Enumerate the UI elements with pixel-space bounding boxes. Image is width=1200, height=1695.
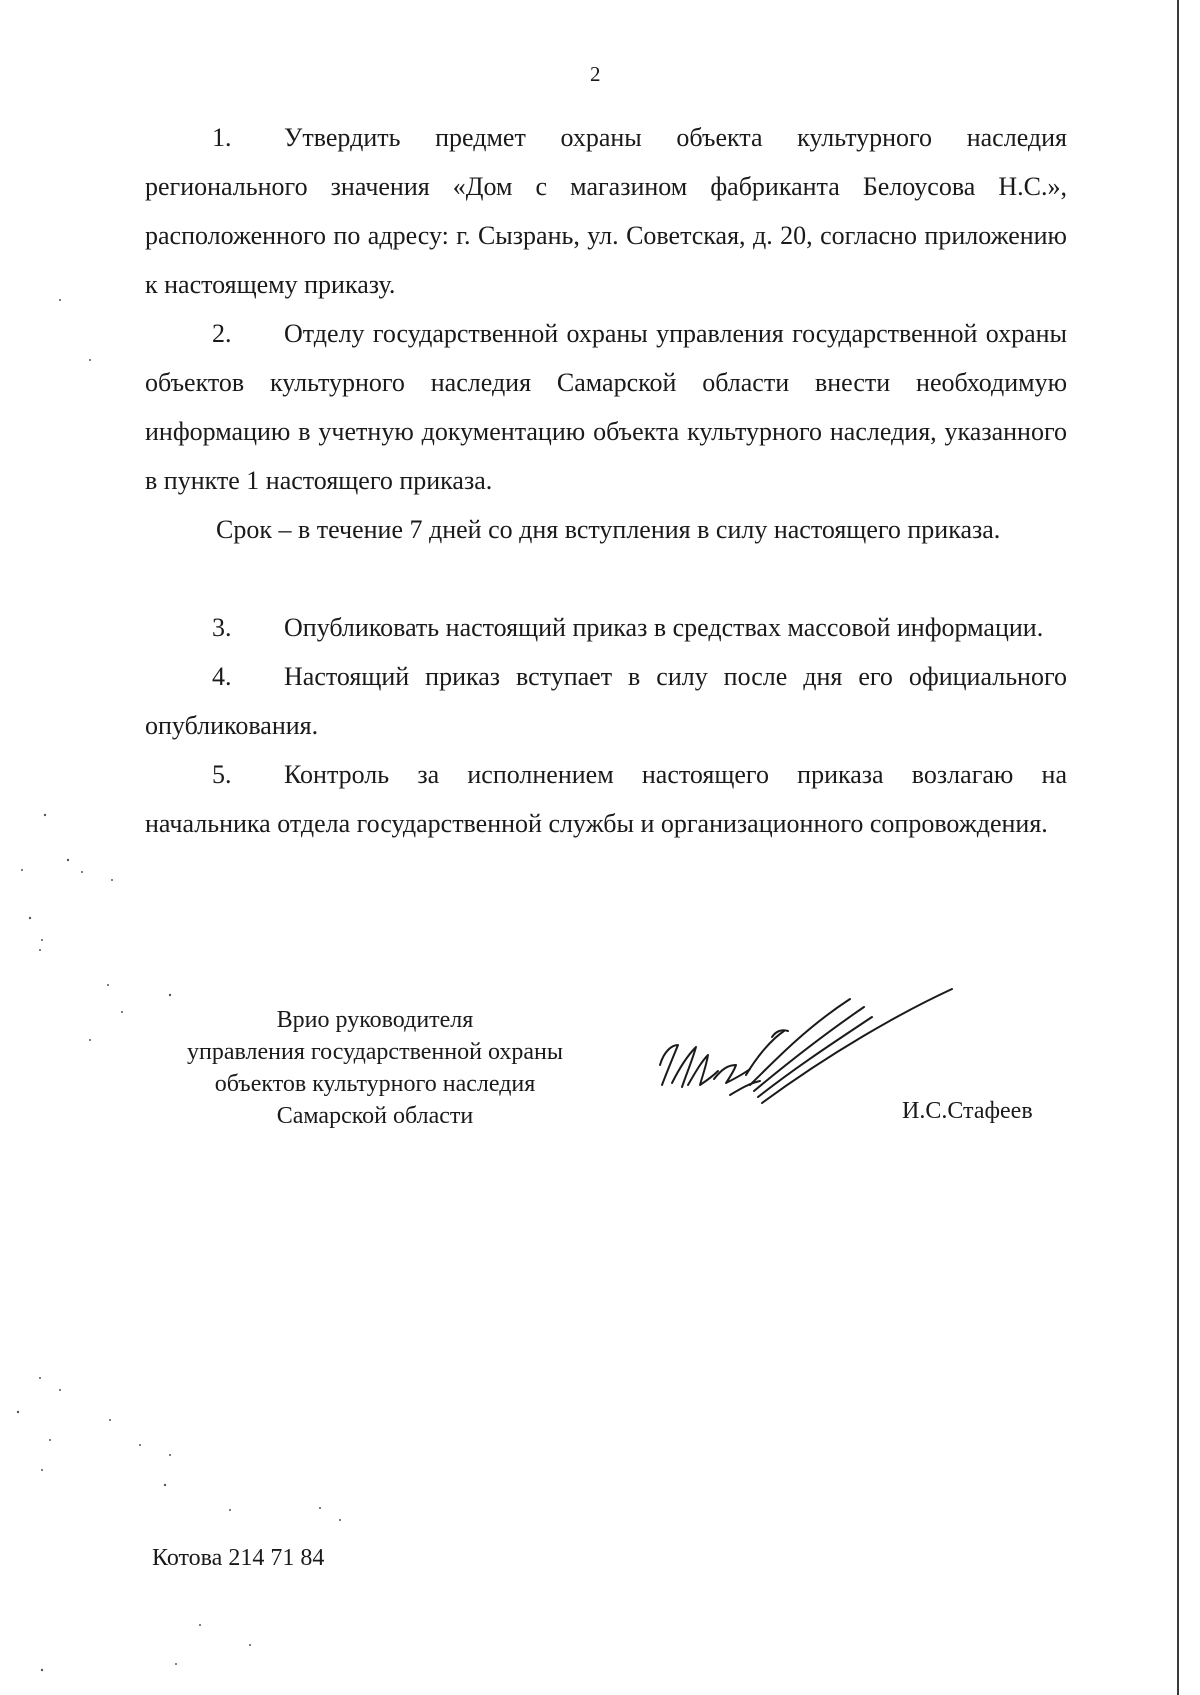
paragraph-number: 3. bbox=[212, 613, 232, 642]
signer-title-line: Врио руководителя bbox=[276, 1007, 474, 1033]
page-number: 2 bbox=[590, 62, 601, 86]
paragraph-number: 5. bbox=[212, 760, 232, 789]
signer-title-line: Самарской области bbox=[276, 1103, 474, 1129]
paragraph-number: 1. bbox=[212, 123, 232, 152]
paragraph-text: Контроль за исполнением настоящего приказа возлагаю на начальника отдела государственной службы и организационного сопровождения. bbox=[145, 760, 1067, 838]
deadline-note: Срок – в течение 7 дней со дня вступления в силу настоящего приказа. bbox=[216, 515, 1001, 544]
contact-line: Котова 214 71 84 bbox=[152, 1545, 325, 1571]
paragraph-text: Утвердить предмет охраны объекта культурного наследия регионального значения «Дом с магазином фабриканта Белоусова Н.С.», расположенного по адресу: г. Сызрань, ул. Советская, д. 20, согласно приложению к настоящему приказу. bbox=[145, 123, 1067, 299]
paragraph-text: Опубликовать настоящий приказ в средствах массовой информации. bbox=[284, 613, 1044, 642]
signer-name: И.С.Стафеев bbox=[902, 1098, 1033, 1124]
signer-title-line: объектов культурного наследия bbox=[214, 1071, 536, 1097]
paragraph-number: 2. bbox=[212, 319, 232, 348]
signer-title-line: управления государственной охраны bbox=[187, 1039, 563, 1065]
paragraph-number: 4. bbox=[212, 662, 232, 691]
paragraph-text: Отделу государственной охраны управления государственной охраны объектов культурного наследия Самарской области внести необходимую информацию в учетную документацию объекта культурного наследия, указанного в пункте 1 настоящего приказа. bbox=[145, 319, 1067, 495]
paragraph-text: Настоящий приказ вступает в силу после дня его официального опубликования. bbox=[145, 662, 1067, 740]
